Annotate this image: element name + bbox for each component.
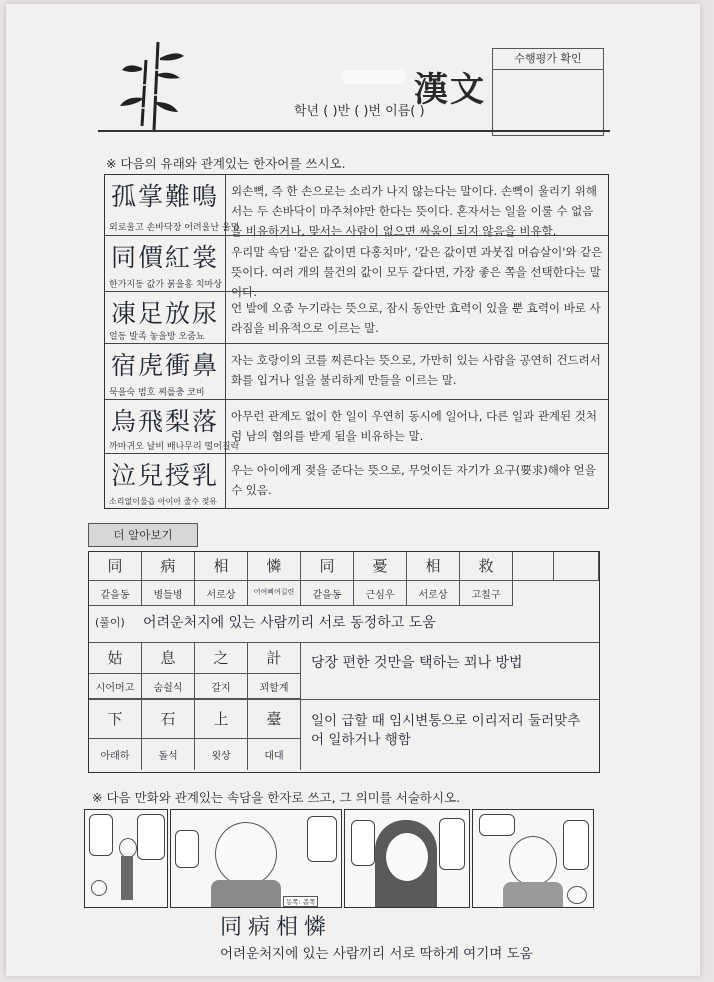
- hanja-cell: 息: [142, 643, 195, 674]
- handwritten-hanja: 同價紅裳: [111, 243, 220, 272]
- handwritten-reading: 숨쉴식: [153, 683, 183, 694]
- hanja-cell: 姑: [89, 643, 142, 674]
- handwritten-reading: 아래하: [100, 751, 130, 762]
- handwritten-reading: 한가지동 값가 붉을홍 치마상: [109, 280, 222, 290]
- character-figure: [509, 836, 557, 886]
- comic-caption: 동쪽: 좀쪽: [283, 896, 318, 907]
- hanja-cell: 憐: [248, 552, 301, 581]
- handwritten-reading: 서로상: [418, 590, 448, 601]
- answer-cell: [105, 175, 240, 235]
- character-figure: [121, 856, 133, 900]
- hanja-cell: 病: [142, 552, 195, 581]
- handwritten-reading: 근심우: [365, 590, 395, 601]
- page-title: 漢文: [414, 70, 486, 110]
- handwritten-reading: 대대: [264, 751, 284, 762]
- hanja-cell: 同: [89, 552, 142, 581]
- character-figure: [567, 886, 587, 904]
- character-figure: [211, 880, 281, 908]
- bamboo-illustration: [118, 40, 188, 132]
- handwritten-hanja: 泣兒授乳: [111, 461, 220, 490]
- explain-label: (풀이): [95, 616, 125, 629]
- empty-cell: [554, 552, 599, 581]
- origin-text: 아무런 관계도 없이 한 일이 우연히 동시에 일어나, 다른 일과 관계된 것처럼 남의 혐의를 받게 됨을 비유하는 말.: [231, 409, 598, 443]
- student-info: 학년 ( )반 ( )번 이름( ): [294, 104, 425, 119]
- redacted-name-blot: [342, 70, 406, 84]
- hanja-cell: 相: [407, 552, 460, 581]
- speech-bubble: [137, 814, 165, 860]
- character-figure: [385, 832, 429, 882]
- hanja-cell: 救: [460, 552, 513, 581]
- hanja-cell: 下: [89, 700, 142, 739]
- handwritten-hanja: 烏飛梨落: [111, 407, 220, 436]
- idiom-row: [105, 453, 608, 509]
- handwritten-answer-hanja: 同病相憐: [220, 915, 333, 940]
- handwritten-reading: 까마귀오 날비 배나무리 떨어질락: [109, 442, 240, 452]
- origin-text: 외손뼉, 즉 한 손으로는 소리가 나지 않는다는 말이다. 손뼉이 울리기 위해서는 두 손바닥이 마주쳐야만 한다는 뜻이다. 혼자서는 일을 이룰 수 없음을 비유하거나, 맞서는 사람이 없으면 싸움이 되지 않음을 비유함.: [231, 184, 598, 238]
- origin-text: 언 발에 오줌 누기라는 뜻으로, 잠시 동안만 효력이 있을 뿐 효력이 바로 사라짐을 비유적으로 이르는 말.: [231, 301, 601, 335]
- handwritten-reading: 윗상: [211, 751, 231, 762]
- answer-cell: [105, 454, 226, 509]
- handwritten-hanja: 孤掌難鳴: [111, 182, 220, 211]
- character-figure: [215, 822, 277, 886]
- handwritten-hanja: 凍足放尿: [111, 299, 220, 328]
- handwritten-meaning: 당장 편한 것만을 택하는 꾀나 방법: [311, 655, 523, 671]
- idiom-row: [105, 291, 608, 344]
- worksheet-page: [6, 4, 700, 976]
- handwritten-reading: 소리없이울읍 아이아 줄수 젖유: [109, 497, 218, 506]
- speech-bubble: [439, 818, 465, 870]
- handwritten-reading: 시어머고: [95, 683, 135, 694]
- idiom-row: [105, 343, 608, 400]
- handwritten-answer-meaning: 어려운처지에 있는 사람끼리 서로 딱하게 여기며 도움: [220, 946, 533, 962]
- comic-panel-2: [170, 809, 342, 908]
- header-divider: [98, 130, 610, 132]
- handwritten-meaning: 일이 급할 때 임시변통으로 이리저리 둘러맞추어 일하거나 행함: [311, 713, 581, 748]
- speech-bubble: [479, 814, 515, 836]
- answer-cell: [105, 344, 226, 400]
- empty-cell: [513, 552, 554, 581]
- handwritten-reading: 어여삐여길련: [253, 588, 295, 596]
- handwritten-reading: 얼동 발족 놓을방 오줌뇨: [109, 332, 205, 342]
- character-figure: [503, 882, 563, 908]
- speech-bubble: [175, 830, 199, 868]
- idiom-table: [104, 174, 609, 509]
- evaluation-label: 수행평가 확인: [493, 49, 603, 70]
- hanja-cell: 臺: [248, 700, 301, 739]
- comic-panel-4: [472, 809, 594, 908]
- section1-question: ※ 다음의 유래와 관계있는 한자어를 쓰시오.: [106, 156, 346, 171]
- idiom-row: [105, 175, 608, 238]
- handwritten-reading: 외로울고 손바닥장 어려울난 울명: [109, 223, 240, 233]
- handwritten-hanja: 宿虎衝鼻: [111, 351, 220, 380]
- hanja-cell: 石: [142, 700, 195, 739]
- speech-bubble: [351, 820, 375, 866]
- answer-cell: [105, 236, 226, 292]
- handwritten-reading: 서로상: [206, 590, 236, 601]
- character-figure: [119, 838, 137, 858]
- handwritten-reading: 같을동: [312, 590, 342, 601]
- speech-bubble: [307, 816, 337, 862]
- hanja-cell: 相: [195, 552, 248, 581]
- handwritten-reading: 고칠구: [471, 590, 501, 601]
- idiom-row: [105, 235, 608, 299]
- origin-text: 우리말 속담 '같은 값이면 다홍치마', '같은 값이면 과붓집 머슴살이'와 같은 뜻이다. 여러 개의 물건의 값이 모두 같다면, 가장 좋은 쪽을 선택한다는 말이다.: [231, 245, 603, 299]
- answer-cell: [105, 292, 226, 344]
- section3-question: ※ 다음 만화와 관계있는 속담을 한자로 쓰고, 그 의미를 서술하시오.: [92, 790, 461, 805]
- evaluation-box: [492, 48, 604, 136]
- handwritten-reading: 갈지: [211, 683, 231, 694]
- hanja-cell: 憂: [354, 552, 407, 581]
- comic-panel-1: [84, 809, 168, 908]
- hanja-cell: 之: [195, 643, 248, 674]
- comic-panel-3: [344, 809, 470, 908]
- more-to-know-tag: 더 알아보기: [88, 523, 198, 547]
- speech-bubble: [563, 820, 589, 870]
- handwritten-explanation: 어려운처지에 있는 사람끼리 서로 동정하고 도움: [143, 615, 436, 631]
- origin-text: 우는 아이에게 젖을 준다는 뜻으로, 무엇이든 자기가 요구(要求)해야 얻을 수 있음.: [231, 463, 596, 497]
- idiom-row: [105, 399, 608, 454]
- hanja-cell: 上: [195, 700, 248, 739]
- handwritten-reading: 같을동: [100, 590, 130, 601]
- speech-bubble: [89, 814, 113, 856]
- hanja-cell: 同: [301, 552, 354, 581]
- handwritten-reading: 돌석: [158, 751, 178, 762]
- character-figure: [91, 880, 107, 896]
- more-to-know-grid: [88, 551, 600, 773]
- hanja-cell: 計: [248, 643, 301, 674]
- origin-text: 자는 호랑이의 코를 찌른다는 뜻으로, 가만히 있는 사람을 공연히 건드려서 화를 입거나 일을 불리하게 만들을 이르는 말.: [231, 353, 601, 387]
- handwritten-reading: 병들병: [153, 590, 183, 601]
- handwritten-reading: 꾀할계: [259, 683, 289, 694]
- handwritten-reading: 묵을숙 범호 찌를충 코비: [109, 388, 205, 398]
- answer-cell: [105, 400, 240, 454]
